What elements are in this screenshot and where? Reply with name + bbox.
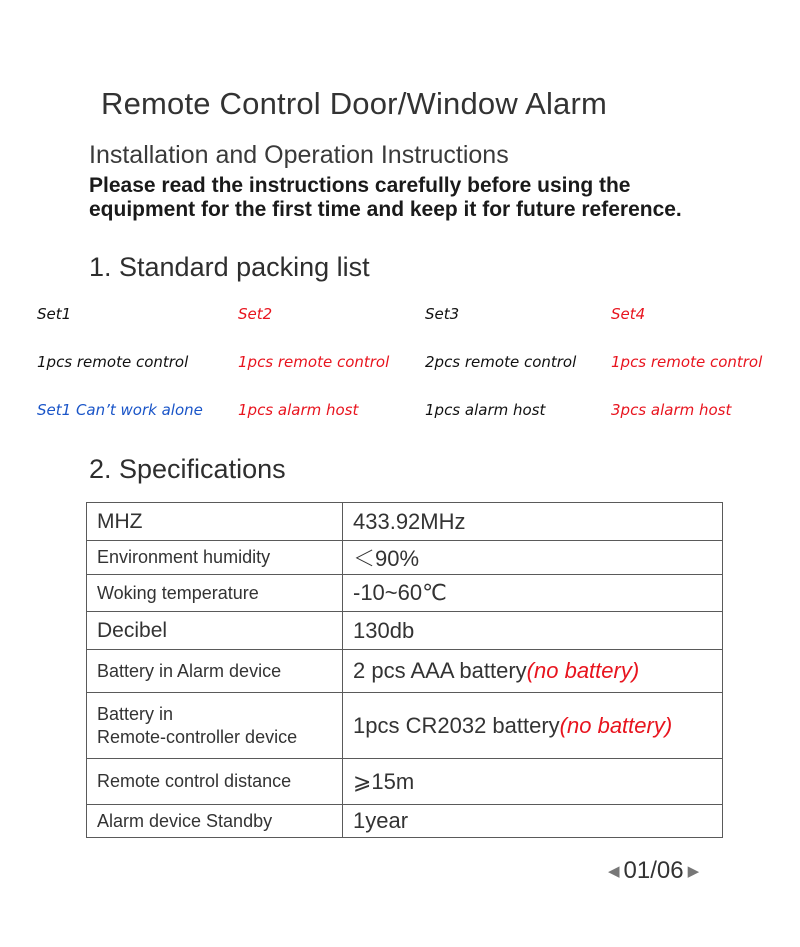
packing-set3-item-1: 2pcs remote control (425, 353, 577, 371)
specifications-table (86, 502, 723, 838)
spec-label: Decibel (87, 612, 343, 650)
page-indicator (608, 857, 699, 885)
spec-row (87, 503, 723, 541)
spec-row (87, 541, 723, 575)
spec-label-line-2: Remote-controller device (97, 726, 298, 747)
page-title: Remote Control Door/Window Alarm (101, 86, 608, 121)
spec-value: -10~60℃ (343, 575, 723, 612)
spec-value: 2 pcs AAA battery (353, 658, 527, 683)
intro-text (89, 174, 682, 222)
intro-line-2: equipment for the first time and keep it for future reference. (89, 198, 682, 221)
spec-label: Alarm device Standby (87, 805, 343, 838)
spec-label: Environment humidity (87, 541, 343, 575)
spec-label: Woking temperature (87, 575, 343, 612)
packing-header-set3: Set3 (425, 305, 460, 323)
packing-set1-item-1: 1pcs remote control (37, 353, 189, 371)
triangle-left-icon[interactable]: ◀ (608, 863, 620, 880)
packing-set2-item-2: 1pcs alarm host (238, 401, 359, 419)
spec-row (87, 650, 723, 693)
packing-header-set1: Set1 (37, 305, 72, 323)
packing-set1-note: Set1 Can’t work alone (37, 401, 203, 419)
spec-label: Remote control distance (87, 759, 343, 805)
spec-row (87, 575, 723, 612)
spec-row (87, 612, 723, 650)
packing-header-set4: Set4 (611, 305, 646, 323)
no-battery-note: (no battery) (559, 712, 673, 738)
triangle-right-icon[interactable]: ▶ (687, 863, 700, 880)
page-number: 01/06 (623, 857, 684, 884)
spec-row (87, 759, 723, 805)
spec-row (87, 805, 723, 838)
packing-set3-item-2: 1pcs alarm host (425, 401, 546, 419)
spec-value: 130db (343, 612, 723, 650)
spec-value-cell (343, 650, 723, 693)
spec-label-cell (87, 693, 343, 759)
spec-value: 1pcs CR2032 battery (353, 712, 560, 738)
packing-set4-item-2: 3pcs alarm host (611, 401, 732, 419)
spec-row (87, 693, 723, 759)
spec-label: Battery in Alarm device (87, 650, 343, 693)
packing-header-set2: Set2 (238, 305, 273, 323)
spec-value-cell (343, 693, 723, 759)
packing-set2-item-1: 1pcs remote control (238, 353, 390, 371)
page-subtitle: Installation and Operation Instructions (89, 141, 509, 169)
spec-value: ＜90% (343, 541, 723, 575)
section-heading-specs: 2. Specifications (89, 454, 286, 484)
spec-value: 433.92MHz (343, 503, 723, 541)
section-heading-packing: 1. Standard packing list (89, 252, 370, 282)
no-battery-note: (no battery) (526, 658, 640, 683)
packing-set4-item-1: 1pcs remote control (611, 353, 763, 371)
intro-line-1: Please read the instructions carefully before using the (89, 174, 631, 197)
spec-value: 1year (343, 805, 723, 838)
spec-value: ⩾15m (343, 759, 723, 805)
spec-label-line-1: Battery in (97, 703, 174, 724)
spec-label: MHZ (87, 503, 343, 541)
